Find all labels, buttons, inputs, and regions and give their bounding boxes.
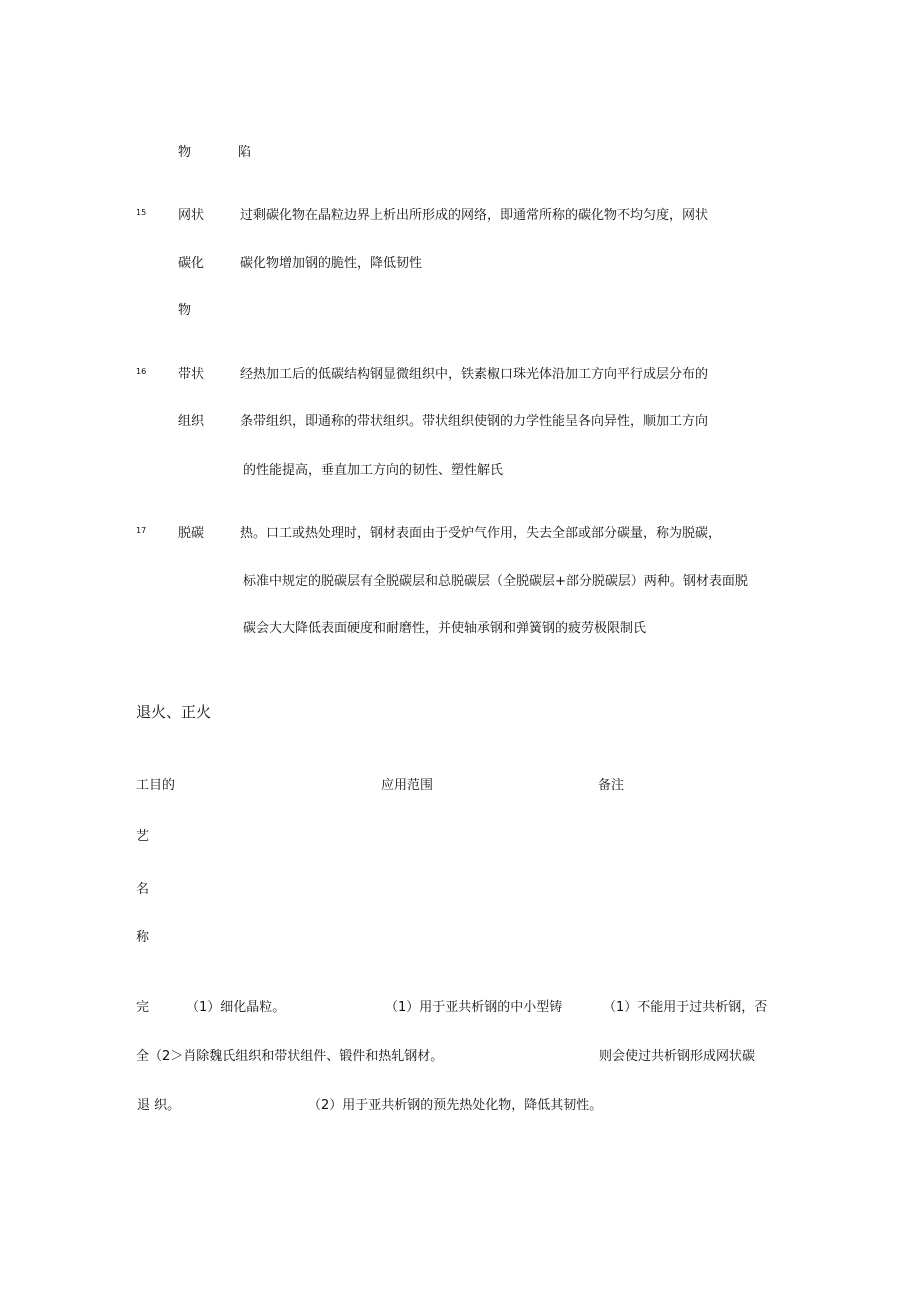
item-16-number: 16 xyxy=(136,367,147,376)
item-15-desc-line-1: 过剩碳化物在晶粒边界上析出所形成的网络，即通常所称的碳化物不均匀度，网状 xyxy=(240,208,709,223)
item-15-name-line-3: 物 xyxy=(178,303,192,318)
item-16-desc-line-3: 的性能提高，垂直加工方向的韧性、塑性解氏 xyxy=(243,463,504,478)
row-line3-application: （2）用于亚共析钢的预先热处化物，降低其韧性。 xyxy=(308,1098,603,1113)
item-16-desc-line-1: 经热加工后的低碳结构钢显微组织中，铁素椒口珠光体沿加工方向平行成层分布的 xyxy=(240,367,709,382)
item-16-name-line-1: 带状 xyxy=(178,367,205,382)
item-17-name-line-1: 脱碳 xyxy=(178,526,205,541)
table-header-process-purpose: 工目的 xyxy=(136,778,176,793)
item-16-name-line-2: 组织 xyxy=(178,414,205,429)
prev-row-name: 物 xyxy=(178,145,192,160)
row-line2-remarks: 则会使过共析钢形成网状碳 xyxy=(599,1049,756,1064)
table-header-application: 应用范围 xyxy=(381,778,434,793)
table-header-process-name-1: 艺 xyxy=(136,829,150,844)
row-line1-application: （1）用于亚共析钢的中小型铸 xyxy=(385,1000,563,1015)
item-15-desc-line-2: 碳化物增加钢的脆性，降低韧性 xyxy=(240,256,423,271)
item-17-desc-line-2: 标准中规定的脱碳层有全脱碳层和总脱碳层（全脱碳层+部分脱碳层）两种。钢材表面脱 xyxy=(243,574,748,589)
row-line1-name: 完 xyxy=(136,1000,150,1015)
item-17-desc-line-3: 碳会大大降低表面硬度和耐磨性，并使轴承钢和弹簧钢的疲劳极限制氏 xyxy=(243,621,647,636)
item-17-desc-line-1: 热。口工或热处理时，钢材表面由于受炉气作用，失去全部或部分碳量，称为脱碳， xyxy=(240,526,722,541)
row-line2-main: 全（2＞肖除魏氏组织和带状组件、锻件和热轧钢材。 xyxy=(136,1049,444,1064)
item-15-number: 15 xyxy=(136,208,147,217)
table-header-process-name-2: 名 xyxy=(136,882,150,897)
table-header-process-name-3: 称 xyxy=(136,930,150,945)
item-17-number: 17 xyxy=(136,526,147,535)
row-line1-remarks: （1）不能用于过共析钢，否 xyxy=(603,1000,768,1015)
section-title: 退火、正火 xyxy=(136,703,212,721)
item-15-name-line-1: 网状 xyxy=(178,208,205,223)
row-line3-name: 退 织。 xyxy=(137,1098,181,1113)
item-16-desc-line-2: 条带组织，即通称的带状组织。带状组织使钢的力学性能呈各向异性，顺加工方向 xyxy=(240,414,709,429)
item-15-name-line-2: 碳化 xyxy=(178,256,205,271)
prev-row-desc: 陷 xyxy=(238,145,252,160)
row-line1-purpose: （1）细化晶粒。 xyxy=(186,1000,286,1015)
table-header-remarks: 备注 xyxy=(598,778,625,793)
